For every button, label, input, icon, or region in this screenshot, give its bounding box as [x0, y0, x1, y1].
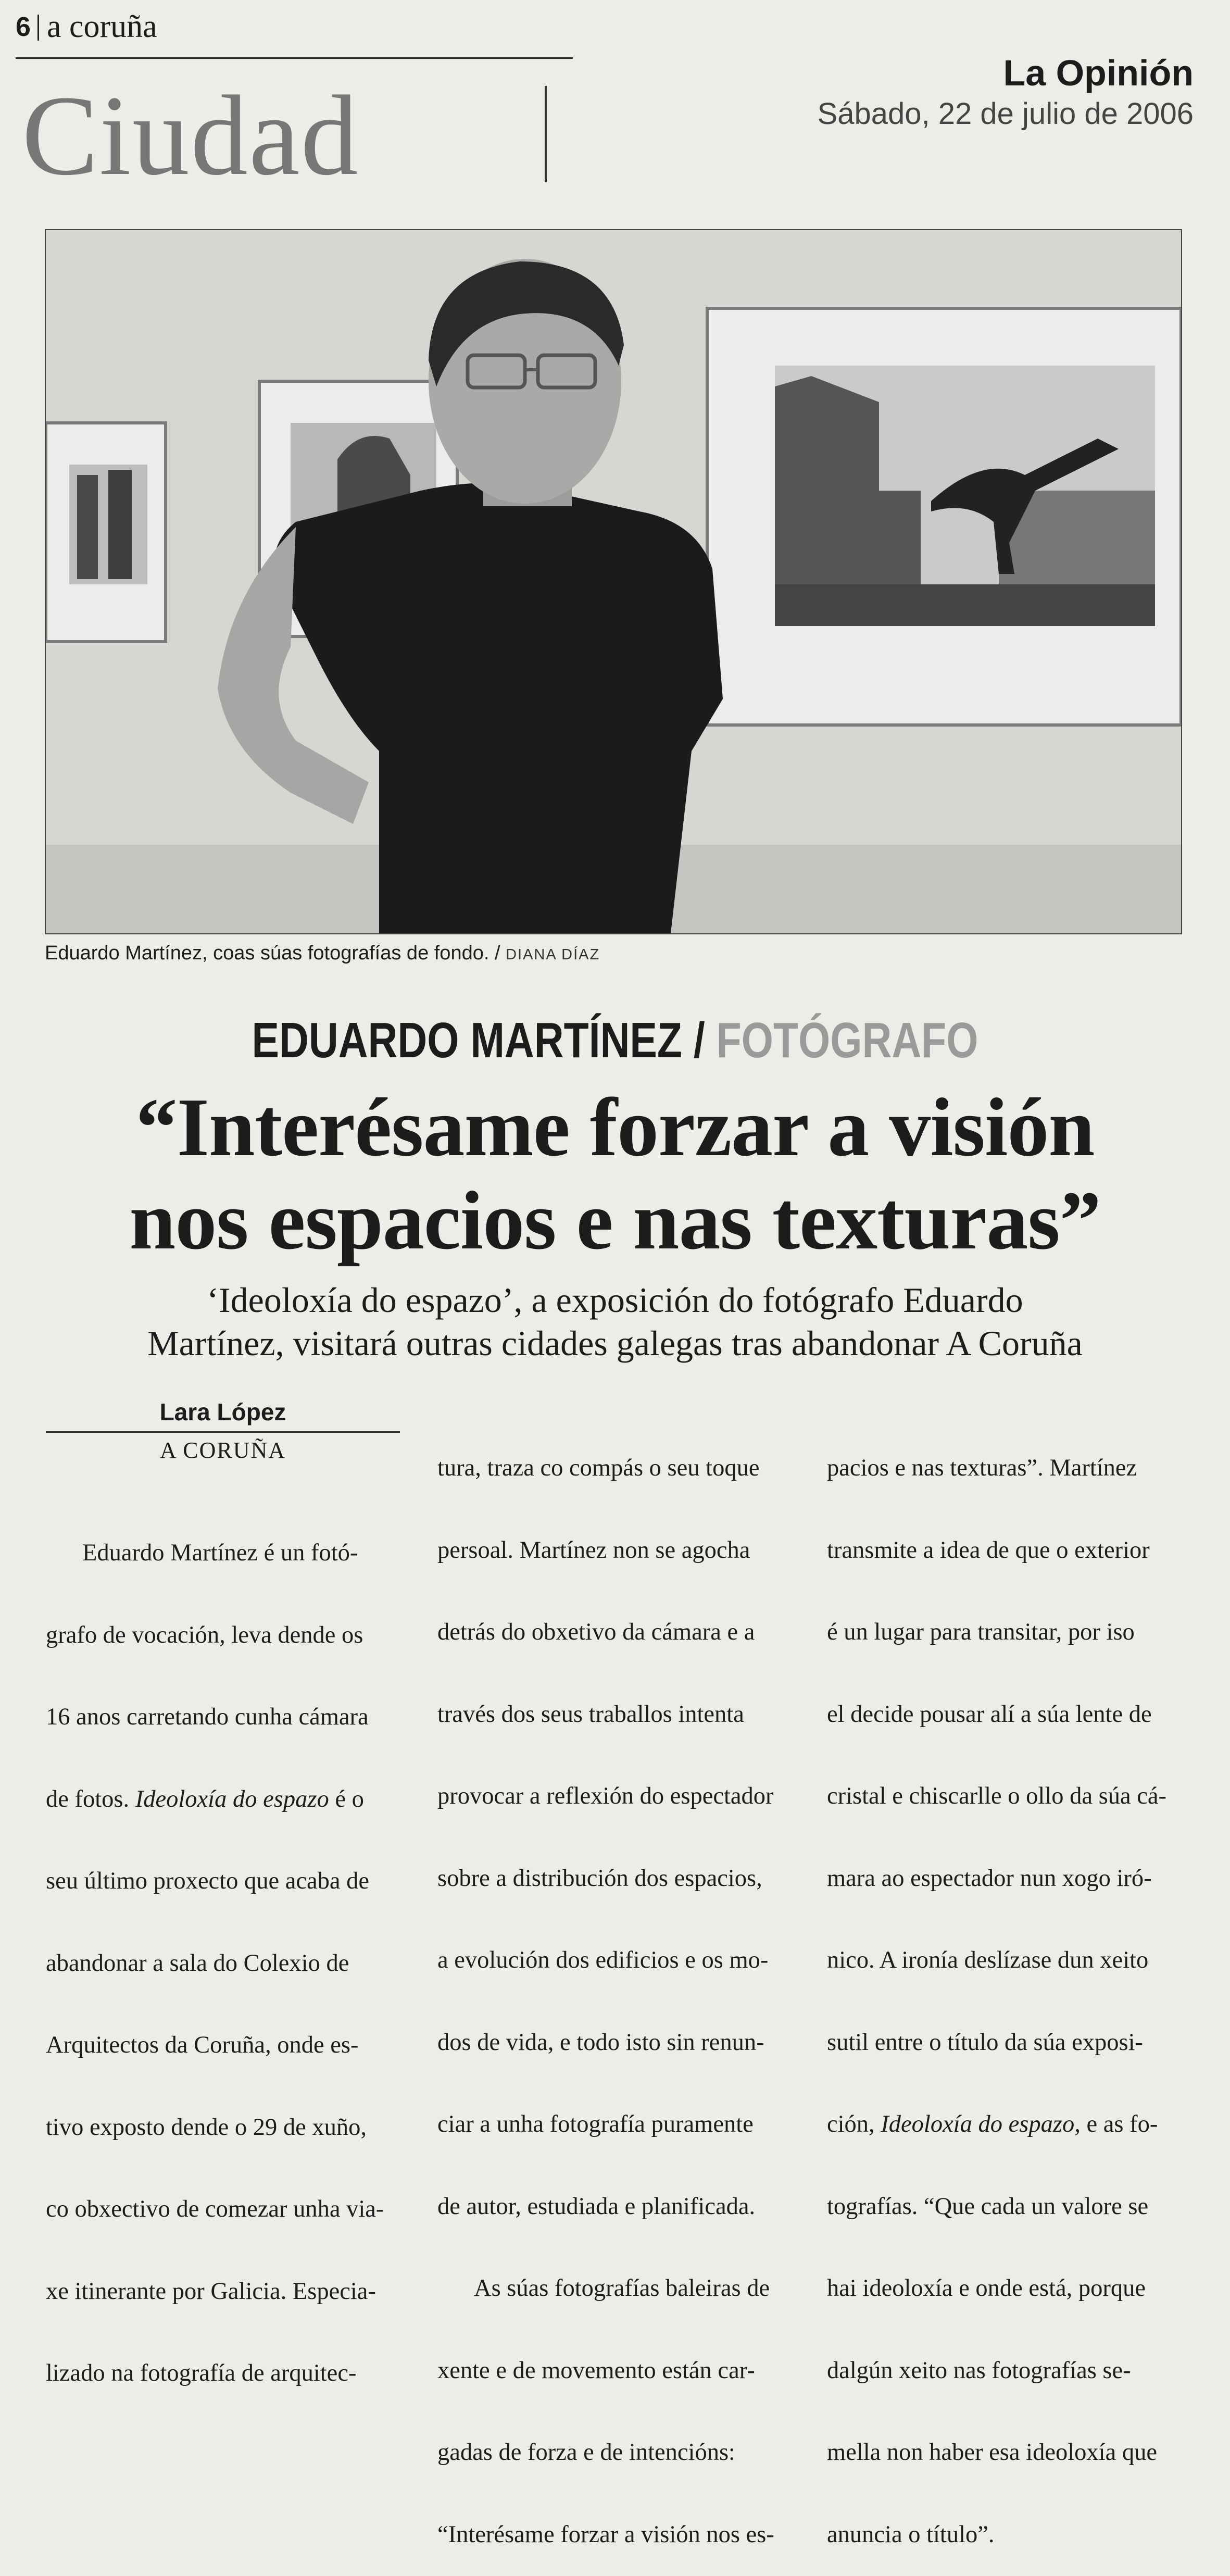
- exhibition-title: Ideoloxía do espazo,: [881, 2111, 1081, 2137]
- body-line: sutil entre o título da súa exposi-: [827, 2029, 1143, 2056]
- caption-text: Eduardo Martínez, coas súas fotografías de fondo. /: [45, 942, 500, 964]
- body-line: ciar a unha fotografía puramente: [437, 2111, 754, 2137]
- body-text: é o: [329, 1785, 364, 1812]
- article-photo: [45, 229, 1182, 934]
- byline-rule: [46, 1431, 400, 1433]
- body-line: [827, 2111, 1191, 2139]
- body-line: persoal. Martínez non se agocha: [437, 1536, 750, 1564]
- kicker-separator: /: [682, 1012, 717, 1068]
- dateline-location: A CORUÑA: [159, 1437, 286, 1463]
- publication-date: Sábado, 22 de julio de 2006: [817, 97, 1194, 131]
- body-line: gadas de forza e de intencións:: [437, 2439, 735, 2466]
- body-line: hai ideoloxía e onde está, porque: [827, 2275, 1146, 2302]
- article-column-2: [437, 1400, 797, 2576]
- body-line: grafo de vocación, leva dende os: [46, 1621, 363, 1648]
- body-line: Eduardo Martínez é un fotó-: [82, 1540, 358, 1566]
- body-line: As súas fotografías baleiras de: [474, 2275, 770, 2302]
- body-line: nico. A ironía deslízase dun xeito: [827, 1947, 1149, 1973]
- body-line: sobre a distribución dos espacios,: [437, 1865, 762, 1892]
- headline-line: “Interésame forzar a visión: [135, 1081, 1095, 1173]
- article-column-3: [827, 1400, 1191, 2576]
- body-line: abandonar a sala do Colexio de: [46, 1949, 349, 1977]
- kicker-name: EDUARDO MARTÍNEZ: [252, 1012, 683, 1068]
- subheadline-line: Martínez, visitará outras cidades galegas tras abandonar A Coruña: [147, 1323, 1083, 1363]
- body-line: co obxectivo de comezar unha via-: [46, 2196, 384, 2222]
- body-line: transmite a idea de que o exterior: [827, 1536, 1150, 1564]
- page-number: 6: [16, 12, 31, 42]
- body-text: e as fo-: [1080, 2111, 1158, 2137]
- photo-caption: [45, 942, 600, 966]
- masthead-rule: [16, 57, 573, 59]
- body-line: seu último proxecto que acaba de: [46, 1868, 370, 1894]
- headline: [0, 1081, 1230, 1267]
- photo-credit: DIANA DÍAZ: [506, 946, 600, 963]
- body-line: pacios e nas texturas”. Martínez: [827, 1455, 1137, 1481]
- page-number-divider: [37, 15, 39, 41]
- body-line: xe itinerante por Galicia. Especia-: [46, 2278, 376, 2305]
- city-section-label: a coruña: [47, 9, 157, 44]
- body-line: provocar a reflexión do espectador: [437, 1783, 774, 1809]
- body-line: lizado na fotografía de arquitec-: [46, 2360, 357, 2386]
- body-line: mara ao espectador nun xogo iró-: [827, 1865, 1152, 1892]
- body-line: xente e de movemento están car-: [437, 2357, 755, 2384]
- photographer-portrait-illustration: [46, 230, 1181, 933]
- subheadline: [31, 1279, 1199, 1365]
- body-line: tografías. “Que cada un valore se: [827, 2193, 1149, 2220]
- body-line: “Interésame forzar a visión nos es-: [437, 2521, 774, 2548]
- section-divider: [545, 86, 547, 182]
- body-line: tura, traza co compás o seu toque: [437, 1455, 760, 1481]
- body-line: de autor, estudiada e planificada.: [437, 2193, 756, 2220]
- body-line: a evolución dos edificios e os mo-: [437, 1947, 769, 1973]
- headline-line: nos espacios e nas texturas”: [129, 1174, 1101, 1267]
- body-line: é un lugar para transitar, por iso: [827, 1619, 1135, 1645]
- body-line: tivo exposto dende o 29 de xuño,: [46, 2114, 367, 2141]
- author-byline: Lara López: [159, 1398, 286, 1425]
- body-line: Arquitectos da Coruña, onde es-: [46, 2032, 359, 2058]
- article-column-1: [46, 1485, 400, 2415]
- newspaper-name: La Opinión: [1003, 53, 1194, 93]
- body-line: detrás do obxetivo da cámara e a: [437, 1619, 755, 1645]
- body-line: 16 anos carretando cunha cámara: [46, 1704, 369, 1730]
- section-title: Ciudad: [22, 72, 359, 199]
- body-line: dos de vida, e todo isto sin renun-: [437, 2029, 764, 2056]
- body-line: anuncia o título”.: [827, 2521, 995, 2548]
- body-line: el decide pousar alí a súa lente de: [827, 1700, 1152, 1728]
- exhibition-title: Ideoloxía do espazo: [135, 1785, 329, 1812]
- body-text: de fotos.: [46, 1785, 135, 1812]
- body-line: cristal e chiscarlle o ollo da súa cá-: [827, 1783, 1166, 1809]
- body-line: mella non haber esa ideoloxía que: [827, 2439, 1157, 2466]
- subheadline-line: ‘Ideoloxía do espazo’, a exposición do fotógrafo Eduardo: [207, 1280, 1023, 1320]
- kicker-role: FOTÓGRAFO: [716, 1012, 978, 1068]
- body-line: través dos seus traballos intenta: [437, 1700, 744, 1728]
- body-text: ción,: [827, 2111, 881, 2137]
- body-line: [46, 1786, 400, 1814]
- article-kicker: [111, 1012, 1120, 1068]
- body-line: dalgún xeito nas fotografías se-: [827, 2357, 1131, 2384]
